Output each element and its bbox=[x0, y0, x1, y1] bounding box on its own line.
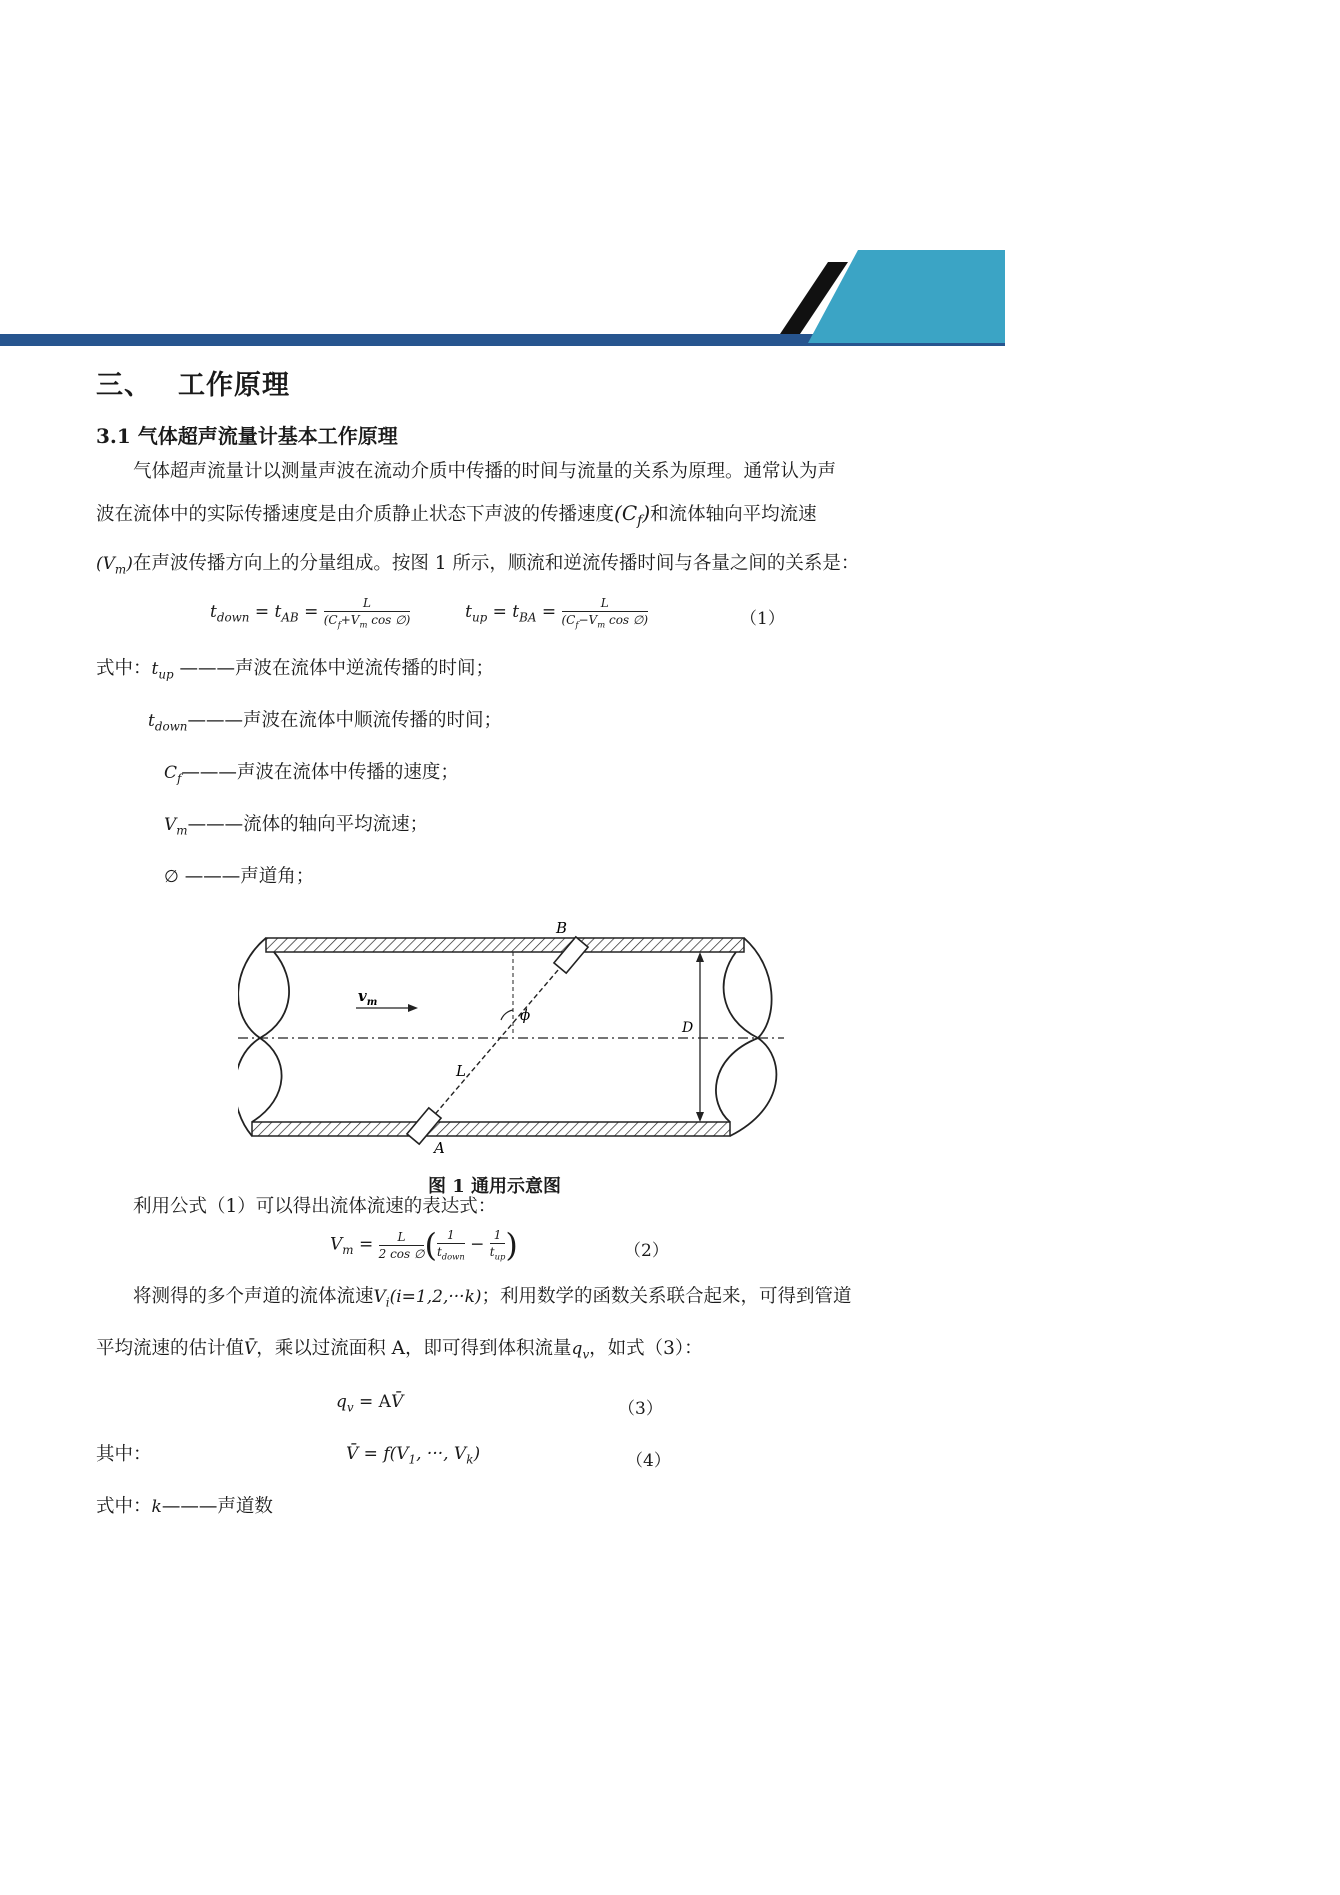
sym-vbar: V̄ bbox=[244, 1339, 257, 1359]
def-tup-text: ———声波在流体中逆流传播的时间； bbox=[179, 658, 495, 679]
para3-line2c: ，如式（3）： bbox=[589, 1338, 703, 1359]
def-tdown-text: ———声波在流体中顺流传播的时间； bbox=[187, 710, 502, 731]
section-number: 三、 bbox=[96, 370, 152, 401]
where-label: 其中： bbox=[96, 1444, 152, 1465]
figure-caption: 图 1 通用示意图 bbox=[428, 1176, 562, 1197]
para2: 利用公式（1）可以得出流体流速的表达式： bbox=[133, 1196, 497, 1217]
section-heading bbox=[96, 363, 290, 402]
def-tup bbox=[96, 660, 494, 681]
para1-line2b: 和流体轴向平均流速 bbox=[650, 504, 817, 525]
sound-path bbox=[425, 956, 570, 1126]
sym-vi: $V_i(i=1,2,\cdot\cdot\cdot k)$ bbox=[373, 1287, 482, 1310]
sym-vm: $V_m$ bbox=[164, 815, 188, 838]
para1-line1: 气体超声流量计以测量声波在流动介质中传播的时间与流量的关系为原理。通常认为声 bbox=[133, 461, 837, 482]
def-phi-text: ———声道角； bbox=[184, 866, 315, 887]
pipe-bottom-wall bbox=[252, 1122, 730, 1136]
pipe-top-wall bbox=[266, 938, 744, 952]
para1-line2a: 波在流体中的实际传播速度是由介质静止状态下声波的传播速度 bbox=[96, 504, 615, 525]
def-cf bbox=[164, 764, 459, 785]
sym-tdown: $t_{down}$ bbox=[148, 711, 188, 734]
def-prefix: 式中： bbox=[96, 658, 152, 679]
def-vm-text: ———流体的轴向平均流速； bbox=[187, 814, 429, 835]
sym-vm-paren: $(V_m)$ bbox=[96, 554, 133, 577]
equation-2: $V_m$ = $\frac{L}{2 \cos \emptyset}$ ( $\frac{1}{t_{down}}$ − $\frac{1}{t_{up}}$ ) bbox=[330, 1226, 518, 1264]
equation-4: V̄ = $f(V_1$, ···, $V_k$) bbox=[346, 1444, 481, 1467]
def-vm bbox=[164, 816, 428, 837]
label-l: L bbox=[456, 1062, 466, 1080]
para3-line2b: ，乘以过流面积 A，即可得到体积流量 bbox=[256, 1338, 572, 1359]
label-d: D bbox=[682, 1020, 694, 1036]
sym-k: k bbox=[151, 1497, 162, 1517]
def-cf-text: ———声波在流体中传播的速度； bbox=[181, 762, 459, 783]
angle-arc bbox=[501, 1010, 513, 1020]
para3-line2a: 平均流速的估计值 bbox=[96, 1338, 245, 1359]
para3-line2 bbox=[96, 1340, 703, 1361]
pipe-diagram bbox=[238, 908, 784, 1158]
label-a: A bbox=[434, 1139, 445, 1157]
para3-line1a: 将测得的多个声道的流体流速 bbox=[133, 1286, 374, 1307]
subsection-heading: 3.1 气体超声流量计基本工作原理 bbox=[96, 424, 398, 448]
equation-3: $q_v$ = AV̄ bbox=[336, 1392, 404, 1415]
def-phi bbox=[164, 868, 314, 887]
pipe-right-cut bbox=[730, 938, 776, 1136]
pipe-right-cut-inner bbox=[716, 952, 758, 1122]
para1-line3 bbox=[96, 555, 859, 576]
final-definition bbox=[96, 1498, 273, 1517]
final-prefix: 式中： bbox=[96, 1496, 152, 1517]
sym-qv: $q_v$ bbox=[571, 1339, 590, 1362]
eq1-number: （1） bbox=[740, 609, 785, 629]
label-vm: $v_m$ bbox=[358, 987, 378, 1008]
para3-line1 bbox=[133, 1288, 852, 1309]
para3-line1b: ；利用数学的函数关系联合起来，可得到管道 bbox=[481, 1286, 852, 1307]
para1-line2 bbox=[96, 503, 817, 528]
sym-tup: $t_{up}$ bbox=[151, 659, 174, 682]
eq3-number: （3） bbox=[618, 1399, 663, 1419]
label-b: B bbox=[556, 919, 568, 937]
final-text: ———声道数 bbox=[161, 1496, 273, 1517]
section-title: 工作原理 bbox=[178, 370, 290, 401]
label-phi: ϕ bbox=[520, 1006, 531, 1024]
eq4-number: （4） bbox=[626, 1451, 671, 1471]
header-decoration bbox=[0, 248, 1010, 348]
para1-line3-text: 在声波传播方向上的分量组成。按图 1 所示，顺流和逆流传播时间与各量之间的关系是： bbox=[132, 553, 860, 574]
sym-cf-paren: $(C_f)$ bbox=[614, 501, 651, 529]
sym-phi: ∅ bbox=[164, 867, 179, 887]
sym-cf: $C_f$ bbox=[164, 763, 182, 786]
eq2-number: （2） bbox=[624, 1241, 669, 1261]
def-tdown bbox=[148, 712, 502, 733]
equation-1: $t_{down} = t_{AB}$ = $\frac{L}{(C_f+V_m \cos \emptyset)}$ $t_{up} = t_{BA}$ = $\frac{L}{(C_f-V_m \cos \emptyset)}$ bbox=[210, 596, 649, 630]
